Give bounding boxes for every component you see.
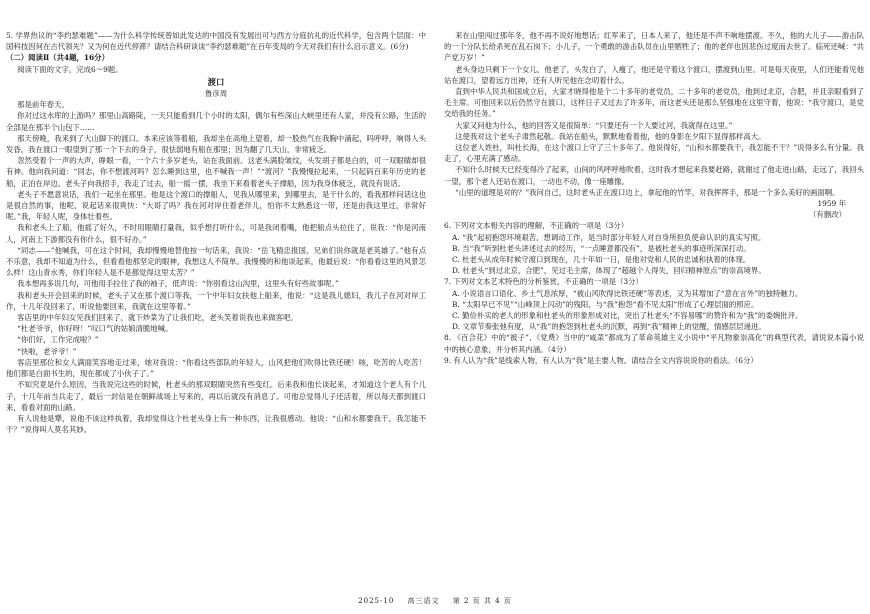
- question-7-stem: 7. 下列对文本艺术特色的分析鉴赏，不正确的一项是（3分）: [444, 277, 643, 287]
- question-6-option-a: A. “我”起初抱怨环境艰苦，想调动工作，是当时部分年轻人对自身所担负使命认识的真实写照。: [452, 232, 766, 242]
- question-7-option-b: B. “太阳早已不见”“山峰顶上闪动”的残阳，与“我”抱怨“看不见太阳”形成了心理层面的照应。: [452, 299, 759, 309]
- footer-page-number: 第 2 页 共 4 页: [452, 597, 512, 605]
- paragraph: 直到中华人民共和国成立后，大家才晓得他是个二十多年的老党员，二十多年的老党员，他到过北京，合肥，并且亲眼看到了毛主席。可他回来以后仍然守在渡口，这样日子又过去了许多年，而这老头还是那么坚强地在这里守着，他说：“我守渡口，是党交给我的任务。”: [444, 87, 864, 119]
- paragraph: 忽然受着个一声的大声，睁眼一看，一个六十多岁老头，站在我面前。这老头满脸皱纹，头发胡子都是白的，可一双眼睛却很有神。他向我问道：“同志，你不想渡河吗？怎么睡到这里，也不喊我一声！”“渡河？”我慢慢拉起来，一只起码百来年历史的老船，正泊在岸边。老头子向我招手，我走了过去，船一摇一摆，我坐下来看着老头子撑船，因为我身体疲乏，就没有说话。: [6, 156, 426, 188]
- question-9: 9. 有人认为“我”是线索人物，有人认为“我”是主要人物。请结合全文内容说说你的看法。（6分）: [444, 355, 758, 365]
- question-5: 5. 学界热议的“李约瑟难题”——为什么科学传统曾如此发达的中国没有发展出可与西方分庭抗礼的近代科学，包含两个层面：中国科技因何在古代领先？又为何在近代停滞？请结合科研谈谈“李约瑟难题”在百年变局的今天对我们有什么启示意义。(6分): [6, 31, 426, 52]
- question-8: 8. 《百合花》中的“被子”、《党费》当中的“咸菜”都成为了革命英雄主义小说中“平凡物象崇高化”的典型代表，请说说本篇小说中的核心意象，并分析其内涵。（4分）: [444, 333, 864, 354]
- footer-subject: 高三语文: [407, 597, 440, 605]
- paragraph: 那天傍晚，我来到了大山脚下的渡口。本来应该等着船，我却坐在高地上望着，却一股热气在我胸中涌起，吗呼呼，响得人头发昏。我在渡口一眼望到了那一个下去的身子，很怯弱地有船在那里；因为翻了几天山，非常疲乏。: [6, 133, 426, 155]
- article-author: 鲁彦周: [204, 89, 228, 99]
- question-6-option-c: C. 杜老头从成年时候守渡口到现在，几十年如一日，是他对党和人民的忠诚和执着的体现。: [452, 255, 751, 265]
- paragraph: 我和老头上了船，他摇了好久，不时用眼睛打量我，似乎想打听什么，可是我闭着嘴，他把船点头拉住了，说我：“你是河南人，河南上下游都没有你什么，很不好办。”: [6, 223, 426, 244]
- page-footer: [0, 596, 870, 606]
- paragraph: 老头身边只剩下一个女儿，他老了，头发白了，人瘦了，他还是守着这个渡口，摆渡到山里。可是每天夜里，人们还能看见他站在渡口，望着远方出神，还有人听见他在念叨着什么。: [444, 64, 864, 85]
- right-column: [444, 30, 864, 366]
- question-7-option-d: D. 文章节奏张弛有度，从“我”的抱怨到杜老头的沉默，再到“我”精神上的觉醒，情感层层递进。: [452, 322, 766, 332]
- paragraph: 不知什么时候天已经变得冷了起来，山间的风呼呼地吹着，这时我才想起来我要赶路，就谢过了他走进山路，走远了，我回头一望，那个老人还站在渡口，一动也不动，像一座雕像。: [444, 165, 864, 186]
- paragraph: “快啦，老爷爷！”: [17, 346, 77, 356]
- question-6-stem: 6. 下列对文本相关内容的理解，不正确的一项是（3分）: [444, 221, 629, 231]
- paragraph: “杜老爷爷，你好呀！”叹口气的姑娘清脆地喊。: [17, 324, 173, 334]
- article-date: 1959 年: [817, 199, 846, 209]
- paragraph: 不知究竟是什么原因，当我说完这些的时候，杜老头的那双眼睛突然有些变红。后来我和他长谈起来，才知道这个老人有个儿子，十几年前当兵走了，最后一封信是在朝鲜战场上写来的，再以后就没有消息了。可他总觉得儿子还活着，所以每天都到渡口来，看看对面的山路。: [6, 380, 426, 412]
- paragraph: 客店里的中年妇女见我们回来了，就下炒菜为了让我们吃，老头笑着说我也来做客吧。: [17, 313, 298, 323]
- paragraph: 有人说他是犟，说他不该这样执着，我却觉得这个杜老头身上有一种东西，让我很感动。他说：“山和水都要我干，我怎能不干？”说得叫人莫名其妙。: [6, 413, 426, 435]
- left-column: [6, 30, 426, 435]
- paragraph: 这使我对这个老头子肃然起敬。我站在船头，默默地看着他，他的身影在夕阳下显得那样高大。: [455, 131, 766, 141]
- question-7-option-c: C. 勤俭朴实的老人的形象和杜老头的形象形成对比，突出了杜老头“不容易哪”的赞许和为“我”的委婉批评。: [452, 311, 803, 321]
- paragraph: “山里的道理是对的？”我问自己，这时老头正在渡口边上，拿起他的竹竿，对我挥挥手，那是一个多么美好的画面啊。: [455, 187, 840, 197]
- question-7-option-a: A. 小说语言口语化、乡土气息浓厚，“被山风吹得比铁还硬”等表述，又为其增加了“意在言外”的独特魅力。: [452, 288, 803, 298]
- article-title: 渡口: [207, 76, 225, 87]
- question-6-option-d: D. 杜老头“到过北京，合肥”，见过毛主席，体现了“超越个人得失，回归精神原点”的崇高境界。: [452, 266, 766, 276]
- paragraph: 你对过这水库的上游吗？那里山高路陡，一天只能看到几个小时的太阳，偶尔有些深山大峡里还有人家，并没有公路，生活的全部是在那半个山包下……: [6, 111, 426, 132]
- question-6-option-b: B. 当“我”听到杜老头讲述过去的经历，“一点睡意都没有”，是被杜老头的事迹所深深打动。: [452, 243, 751, 253]
- paragraph: 客店里那位和女人满面笑容地走过来，她对我说：“你看这些部队的年轻人，山风把他们吹得比铁还硬！咳，吃苦的人吃苦！他们都是白面书生的，现在都成了小伙子了。”: [6, 357, 426, 379]
- paragraph: “同志——”他喊我，可在这个时间，我却慢慢地替他按一句话来，我说：“岳飞精忠报国，兄弟们说你就是老英雄了。”他有点不乐意，我却不知道为什么，但看看他那坚定的眼神，我想这人不简单。我慢慢的和他谈起来，他最后说：“你看看这里的风景怎么样！这山青水秀，你们年轻人是不是都觉得这里太苦？”: [6, 245, 426, 278]
- paragraph: 我和老头开会回来的时候，老头子又在那个渡口等我，一个中年妇女扶他上船来，他说：“这是我儿媳妇，我儿子在河对岸工作，十几年没回来了，听说他要回来，我就在这里等着。”: [6, 290, 426, 311]
- paragraph: 来在山里闯过那年冬，他不再不说好地想话；红军来了，日本人来了，他还是不声不响地摆渡。不久，他的大儿子——游击队的一个分队长给杀死在乱石岗下；小儿子，一个勇敢的游击队员在山里牺牲了；他的老伴也因悲伤过度而去世了。临死还喊：“共产党万岁！”: [444, 31, 864, 63]
- paragraph: “你们好，工作完成啦？”: [17, 335, 99, 345]
- section-heading: （二）阅读Ⅱ（共4题，16分）: [6, 53, 109, 63]
- reading-instruction: 阅读下面的文字，完成6～9题。: [17, 64, 123, 74]
- article-note: （有删改）: [809, 210, 846, 220]
- paragraph: 那是前年春天。: [17, 100, 69, 110]
- paragraph: 这位老人姓杜，叫杜长海，在这个渡口上守了三十多年了。他说得好，“山和水都要我干，我怎能不干？”说得多么有分量。我走了，心里充满了感动。: [444, 143, 864, 164]
- footer-date: 2025-10: [358, 597, 395, 605]
- paragraph: 大家又问他为什么，他的回答又是很简单：“只要还有一个人要过河，我就得在这里。”: [455, 120, 733, 130]
- paragraph: 我本想再多说几句，可他用手拉住了我的袖子，低声说：“你别看这山沟里，这里头有好些故事呢。”: [17, 279, 339, 289]
- paragraph: 老头子不愿意说话，我们一起坐在那里。他是这个渡口的撑船人，见我从哪里来，到哪里去，是干什么的，看我那样问话这也是很自然的事，他呢，说起话来很爽快：“大哥了吗？我在河对岸住着老伴儿，怕你不太熟悉这一带，还是由我这里过，非常好呢。”我，年轻人呢，身体壮着些。: [6, 189, 426, 222]
